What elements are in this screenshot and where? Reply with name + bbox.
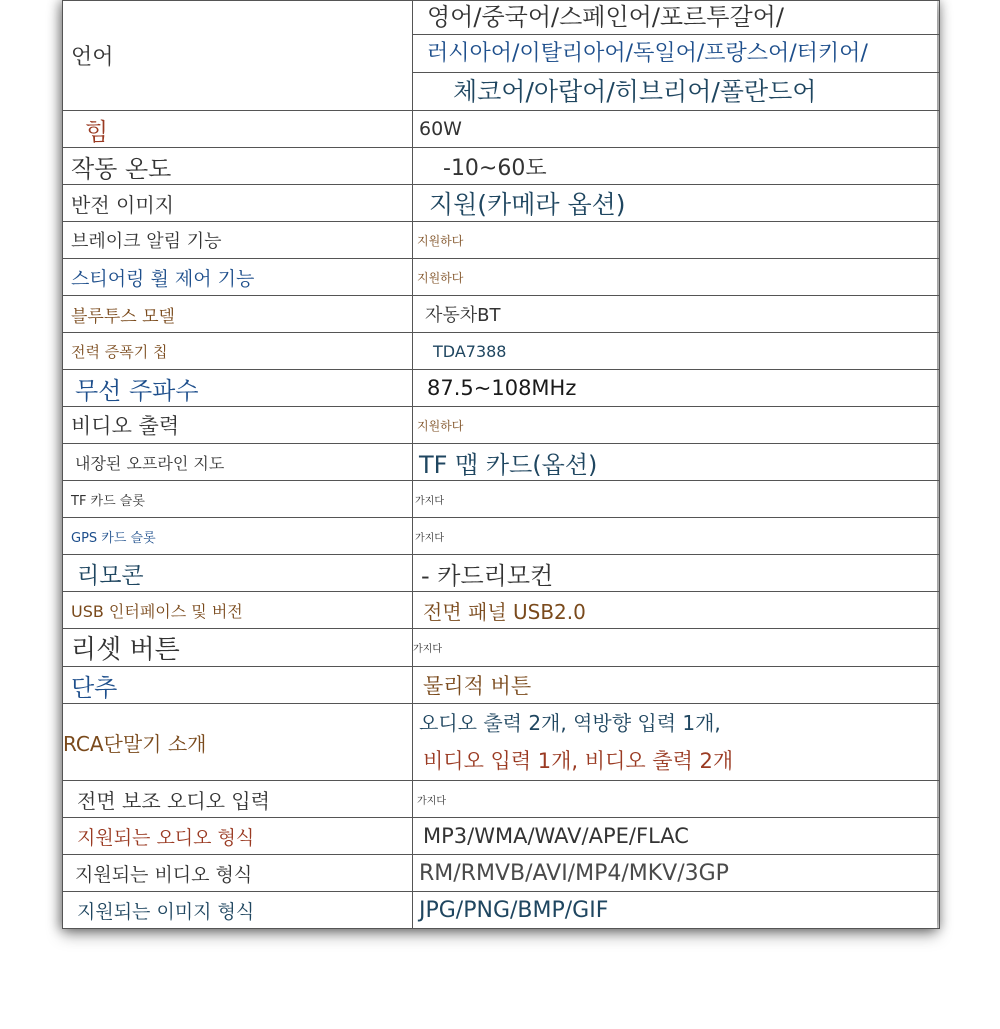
- spec-label: 언어: [71, 45, 114, 70]
- spec-label: 전면 보조 오디오 입력: [77, 788, 270, 813]
- spec-label: 리셋 버튼: [71, 635, 180, 665]
- spec-label: RCA단말기 소개: [63, 731, 207, 756]
- spec-label: 블루투스 모델: [71, 306, 175, 327]
- table-row: [63, 892, 940, 929]
- table-row: [63, 481, 940, 518]
- spec-value: TDA7388: [433, 341, 507, 361]
- spec-label: 지원되는 비디오 형식: [75, 863, 253, 886]
- spec-label: 스티어링 휠 제어 기능: [71, 267, 255, 290]
- table-row: [63, 333, 940, 370]
- spec-value: 전면 패널 USB2.0: [423, 599, 586, 624]
- spec-label: 힘: [85, 117, 109, 146]
- spec-value: 가지다: [415, 495, 444, 507]
- spec-value-line: 체코어/아랍어/히브리어/폴란드어: [453, 77, 817, 106]
- spec-value: MP3/WMA/WAV/APE/FLAC: [423, 824, 689, 848]
- spec-label: 비디오 출력: [71, 414, 180, 438]
- spec-value: - 카드리모컨: [421, 561, 554, 590]
- spec-label: 지원되는 오디오 형식: [77, 826, 255, 849]
- spec-label: 지원되는 이미지 형식: [77, 900, 255, 923]
- spec-value: RM/RMVB/AVI/MP4/MKV/3GP: [419, 860, 729, 886]
- spec-label: USB 인터페이스 및 버전: [71, 601, 243, 621]
- spec-value: 60W: [419, 118, 462, 140]
- spec-value: TF 맵 카드(옵션): [419, 450, 598, 479]
- spec-value: 지원(카메라 옵션): [429, 190, 626, 219]
- spec-label: GPS 카드 슬롯: [71, 530, 156, 546]
- spec-label-cell: [63, 1, 413, 111]
- table-row: [63, 592, 940, 629]
- spec-value: 자동차BT: [425, 305, 501, 326]
- spec-value: 가지다: [415, 532, 444, 544]
- table-row: [63, 111, 940, 148]
- spec-value: 87.5~108MHz: [427, 376, 577, 400]
- spec-label: 브레이크 알림 기능: [71, 231, 222, 252]
- table-row: [63, 629, 940, 667]
- spec-label: 단추: [71, 673, 118, 702]
- spec-value-line: 영어/중국어/스페인어/포르투갈어/: [413, 1, 939, 35]
- table-row: [63, 667, 940, 704]
- spec-table: [62, 0, 940, 929]
- table-row: [63, 407, 940, 444]
- table-row: [63, 855, 940, 892]
- spec-label: 반전 이미지: [71, 192, 174, 217]
- spec-value: 가지다: [413, 644, 442, 655]
- spec-value: 물리적 버튼: [423, 674, 532, 698]
- spec-value: 지원하다: [417, 270, 464, 285]
- table-row: [63, 818, 940, 855]
- spec-value-line: 비디오 입력 1개, 비디오 출력 2개: [423, 749, 734, 773]
- table-row: [63, 704, 940, 781]
- spec-label: 무선 주파수: [75, 376, 199, 405]
- table-row: [63, 1, 940, 111]
- spec-label: 내장된 오프라인 지도: [75, 453, 225, 473]
- table-row: [63, 370, 940, 407]
- spec-label: TF 카드 슬롯: [71, 493, 145, 509]
- spec-value-line: 러시아어/이탈리아어/독일어/프랑스어/터키어/: [413, 35, 939, 73]
- spec-label: 리모콘: [77, 562, 144, 589]
- table-row: [63, 222, 940, 259]
- spec-value-line: 오디오 출력 2개, 역방향 입력 1개,: [419, 711, 721, 735]
- table-row: [63, 555, 940, 592]
- spec-value: JPG/PNG/BMP/GIF: [419, 897, 609, 923]
- table-row: [63, 781, 940, 818]
- spec-value: 지원하다: [417, 418, 464, 433]
- spec-label: 작동 온도: [71, 154, 172, 183]
- table-row: [63, 148, 940, 185]
- spec-label: 전력 증폭기 칩: [71, 342, 168, 361]
- spec-value-cell: [413, 1, 940, 111]
- table-row: [63, 296, 940, 333]
- spec-value: -10~60도: [443, 155, 547, 181]
- table-row: [63, 185, 940, 222]
- table-row: [63, 518, 940, 555]
- spec-sheet: [62, 0, 937, 929]
- spec-value: 지원하다: [417, 233, 464, 248]
- table-row: [63, 259, 940, 296]
- table-row: [63, 444, 940, 481]
- spec-value: 가지다: [417, 795, 446, 807]
